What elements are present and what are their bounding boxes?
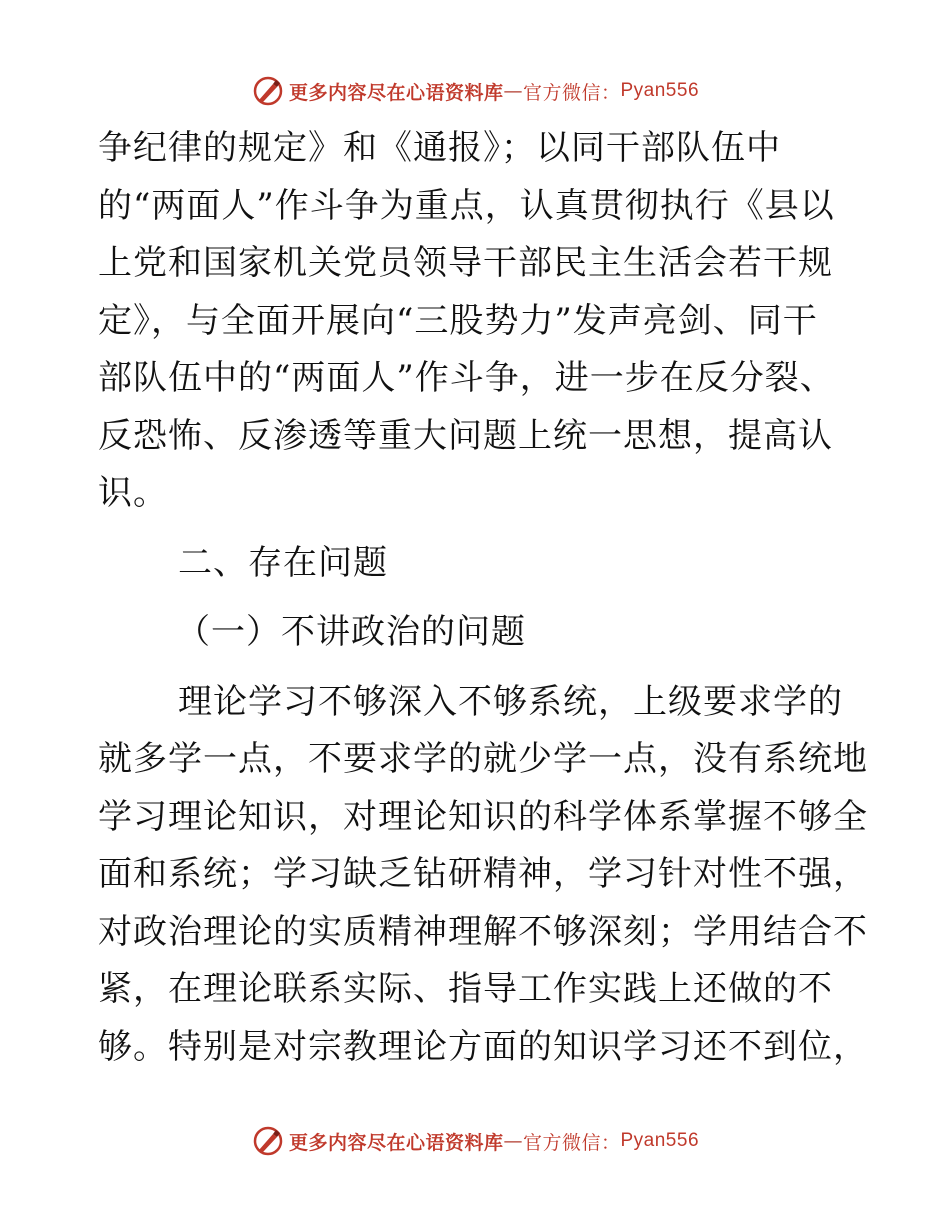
body-line: 的“两面人”作斗争为重点，认真贯彻执行《县以 xyxy=(98,185,835,226)
paragraph-line: 对政治理论的实质精神理解不够深刻；学用结合不 xyxy=(98,911,868,952)
paragraph-line: 就多学一点，不要求学的就少学一点，没有系统地 xyxy=(98,739,868,779)
body-line: 上党和国家机关党员领导干部民主生活会若干规 xyxy=(98,243,833,283)
body-line: 反恐怖、反渗透等重大问题上统一思想，提高认 xyxy=(98,415,833,456)
watermark-separator: — xyxy=(503,80,523,102)
pen-logo-icon xyxy=(251,74,285,108)
header-watermark xyxy=(0,74,950,108)
watermark-wechat-id: Pyan556 xyxy=(620,80,700,101)
footer-watermark xyxy=(0,1124,950,1158)
section-heading: 二、存在问题 xyxy=(178,542,388,583)
body-line: 争纪律的规定》和《通报》；以同干部队伍中 xyxy=(98,128,781,168)
pen-logo-icon xyxy=(251,1124,285,1158)
body-line: 部队伍中的“两面人”作斗争，进一步在反分裂、 xyxy=(98,358,835,398)
subsection-heading: （一）不讲政治的问题 xyxy=(176,612,526,652)
watermark-official-label: 官方微信： xyxy=(522,1131,621,1154)
paragraph-line: 够。特别是对宗教理论方面的知识学习还不到位， xyxy=(98,1026,868,1067)
paragraph-line: 学习理论知识，对理论知识的科学体系掌握不够全 xyxy=(98,796,868,837)
body-line: 定》，与全面开展向“三股势力”发声亮剑、同干 xyxy=(98,300,818,341)
watermark-separator: — xyxy=(503,1130,523,1152)
paragraph-line: 理论学习不够深入不够系统，上级要求学的 xyxy=(178,681,843,722)
watermark-official-label: 官方微信： xyxy=(522,81,621,104)
watermark-brand: 更多内容尽在心语资料库 xyxy=(288,1131,504,1154)
body-line: 识。 xyxy=(98,473,168,513)
watermark-brand: 更多内容尽在心语资料库 xyxy=(288,81,504,104)
document-body xyxy=(98,120,868,1076)
paragraph-line: 面和系统；学习缺乏钻研精神，学习针对性不强， xyxy=(98,854,868,894)
paragraph-line: 紧，在理论联系实际、指导工作实践上还做的不 xyxy=(98,969,833,1009)
watermark-wechat-id: Pyan556 xyxy=(620,1130,700,1151)
